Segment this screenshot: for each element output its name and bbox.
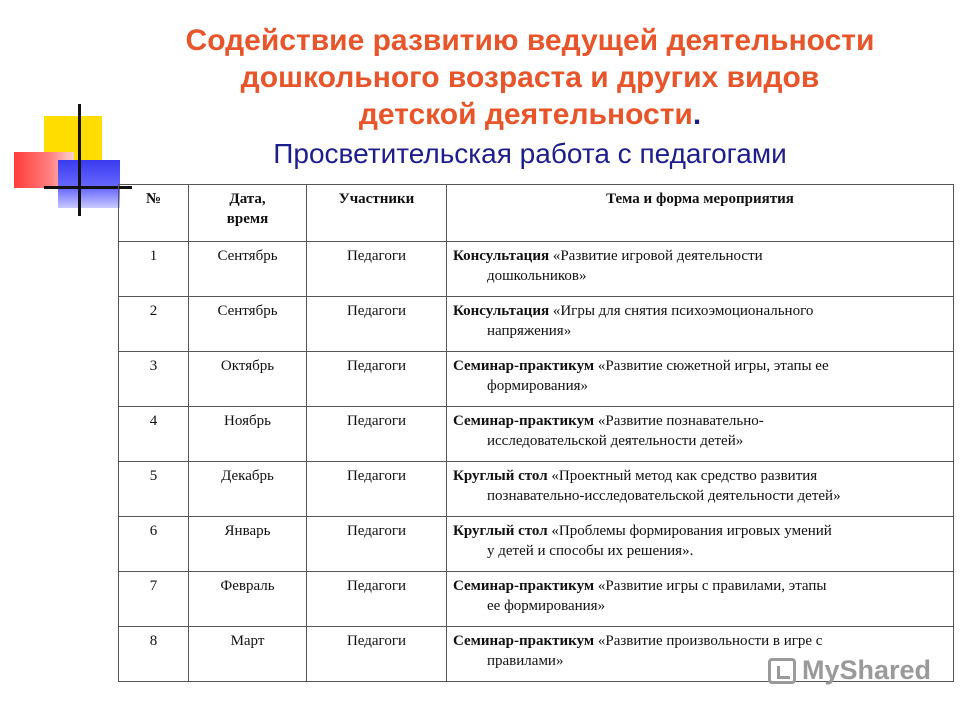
table-row [119,517,954,572]
event-form: Семинар-практикум [453,358,595,374]
cell-number: 5 [119,462,189,517]
event-form: Семинар-практикум [453,578,595,594]
cell-topic [447,242,954,297]
topic-first: «Проблемы формирования игровых умений [551,523,832,539]
cell-date: Март [189,627,307,682]
slide-subtitle: Просветительская работа с педагогами [273,138,787,169]
cell-date: Ноябрь [189,407,307,462]
topic-first: «Проектный метод как средство развития [551,468,818,484]
cell-topic [447,407,954,462]
title-line-3-text: детской деятельности [358,98,693,131]
header-number: № [119,185,189,242]
topic-rest: напряжения» [487,323,572,339]
table-row [119,572,954,627]
cell-participants: Педагоги [307,627,447,682]
cell-topic [447,297,954,352]
cell-participants: Педагоги [307,242,447,297]
cell-date: Февраль [189,572,307,627]
topic-rest: у детей и способы их решения». [487,543,694,559]
cell-number: 3 [119,352,189,407]
cell-number: 8 [119,627,189,682]
watermark-text: MyShared [802,655,932,685]
cell-date: Декабрь [189,462,307,517]
cell-participants: Педагоги [307,352,447,407]
header-date-line1: Дата, [229,191,266,207]
cell-topic [447,462,954,517]
table-row [119,352,954,407]
topic-first: «Развитие познавательно- [597,413,764,429]
cell-topic [447,352,954,407]
cell-number: 7 [119,572,189,627]
cell-participants: Педагоги [307,407,447,462]
table-row [119,407,954,462]
topic-rest: формирования» [487,378,589,394]
cell-topic [447,572,954,627]
decor-vertical-line [78,104,81,216]
events-table [118,184,954,682]
topic-first: «Развитие игровой деятельности [552,248,763,264]
topic-rest: познавательно-исследовательской деятельности детей» [487,488,841,504]
event-form: Консультация [453,303,550,319]
cell-number: 2 [119,297,189,352]
header-date [189,185,307,242]
header-date-line2: время [226,211,269,227]
cell-number: 6 [119,517,189,572]
cell-participants: Педагоги [307,462,447,517]
event-form: Круглый стол [453,523,548,539]
cell-number: 4 [119,407,189,462]
table-row [119,297,954,352]
cell-participants: Педагоги [307,297,447,352]
event-form: Семинар-практикум [453,633,595,649]
slide-title [120,22,940,133]
myshared-logo-icon [768,658,796,684]
topic-rest: правилами» [487,653,564,669]
topic-first: «Игры для снятия психоэмоционального [552,303,814,319]
cell-number: 1 [119,242,189,297]
topic-rest: ее формирования» [487,598,606,614]
title-line-1: Содействие развитию ведущей деятельности [185,24,875,57]
cell-date: Сентябрь [189,297,307,352]
topic-first: «Развитие игры с правилами, этапы [597,578,827,594]
table-row [119,242,954,297]
table-header-row [119,185,954,242]
title-line-2: дошкольного возраста и других видов [240,61,820,94]
topic-first: «Развитие произвольности в игре с [597,633,823,649]
cell-date: Сентябрь [189,242,307,297]
cell-date: Октябрь [189,352,307,407]
cell-participants: Педагоги [307,572,447,627]
topic-rest: исследовательской деятельности детей» [487,433,744,449]
topic-first: «Развитие сюжетной игры, этапы ее [597,358,829,374]
cell-participants: Педагоги [307,517,447,572]
event-form: Консультация [453,248,550,264]
topic-rest: дошкольников» [487,268,587,284]
table-row [119,462,954,517]
event-form: Семинар-практикум [453,413,595,429]
header-topic: Тема и форма мероприятия [447,185,954,242]
cell-topic [447,517,954,572]
event-form: Круглый стол [453,468,548,484]
title-period: . [692,98,702,131]
myshared-watermark [768,655,931,686]
title-line-3 [120,96,940,133]
header-participants: Участники [307,185,447,242]
decor-blue-square [58,160,120,208]
cell-date: Январь [189,517,307,572]
